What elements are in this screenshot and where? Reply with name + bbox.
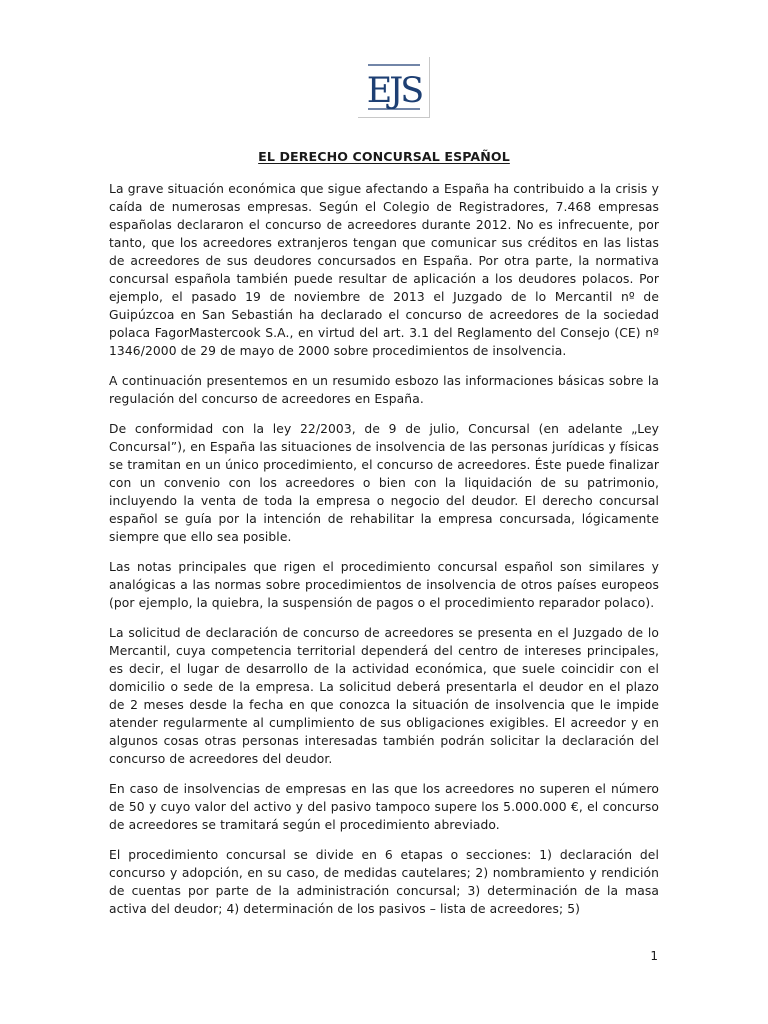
paragraph-3: De conformidad con la ley 22/2003, de 9 de julio, Concursal (en adelante „Ley Concursal”), en España las situaciones de insolvencia de las personas jurídicas y físicas se tramitan en un único procedimiento, el concurso de acreedores. Éste puede finalizar con un convenio con los acreedores o bien con la liquidación de su patrimonio, incluyendo la venta de toda la empresa o negocio del deudor. El derecho concursal español se guía por la intención de rehabilitar la empresa concursada, lógicamente siempre que ello sea posible. bbox=[109, 422, 659, 544]
paragraph-2: A continuación presentemos en un resumido esbozo las informaciones básicas sobre la regulación del concurso de acreedores en España. bbox=[109, 374, 659, 406]
paragraph-4: Las notas principales que rigen el procedimiento concursal español son similares y analógicas a las normas sobre procedimientos de insolvencia de otros países europeos (por ejemplo, la quiebra, la suspensión de pagos o el procedimiento reparador polaco). bbox=[109, 560, 659, 610]
paragraph-6: En caso de insolvencias de empresas en las que los acreedores no superen el número de 50 y cuyo valor del activo y del pasivo tampoco supere los 5.000.000 €, el concurso de acreedores se tramitará según el procedimiento abreviado. bbox=[109, 782, 659, 832]
paragraph-1: La grave situación económica que sigue afectando a España ha contribuido a la crisis y caída de numerosas empresas. Según el Colegio de Registradores, 7.468 empresas españolas declararon el concurso de acreedores durante 2012. No es infrecuente, por tanto, que los acreedores extranjeros tengan que comunicar sus créditos en las listas de acreedores de sus deudores concursados en España. Por otra parte, la normativa concursal española también puede resultar de aplicación a los deudores polacos. Por ejemplo, el pasado 19 de noviembre de 2013 el Juzgado de lo Mercantil nº de Guipúzcoa en San Sebastián ha declarado el concurso de acreedores de la sociedad polaca FagorMastercook S.A., en virtud del art. 3.1 del Reglamento del Consejo (CE) nº 1346/2000 de 29 de mayo de 2000 sobre procedimientos de insolvencia. bbox=[109, 182, 659, 358]
document-body bbox=[109, 180, 659, 930]
ejs-logo-mark bbox=[358, 57, 430, 118]
ejs-logo-text: EJS bbox=[366, 71, 422, 111]
paragraph-7: El procedimiento concursal se divide en 6 etapas o secciones: 1) declaración del concurso y adopción, en su caso, de medidas cautelares; 2) nombramiento y rendición de cuentas por parte de la administración concursal; 3) determinación de la masa activa del deudor; 4) determinación de los pasivos – lista de acreedores; 5) bbox=[109, 848, 659, 916]
ejs-logo bbox=[358, 57, 430, 118]
page-number: 1 bbox=[650, 949, 658, 963]
document-title: EL DERECHO CONCURSAL ESPAÑOL bbox=[258, 149, 510, 164]
paragraph-5: La solicitud de declaración de concurso de acreedores se presenta en el Juzgado de lo Mercantil, cuya competencia territorial dependerá del centro de intereses principales, es decir, el lugar de desarrollo de la actividad económica, que suele coincidir con el domicilio o sede de la empresa. La solicitud deberá presentarla el deudor en el plazo de 2 meses desde la fecha en que conozca la situación de insolvencia que le impide atender regularmente al cumplimiento de sus obligaciones exigibles. El acreedor y en algunos cosas otras personas interesadas también podrán solicitar la declaración del concurso de acreedores del deudor. bbox=[109, 626, 659, 766]
